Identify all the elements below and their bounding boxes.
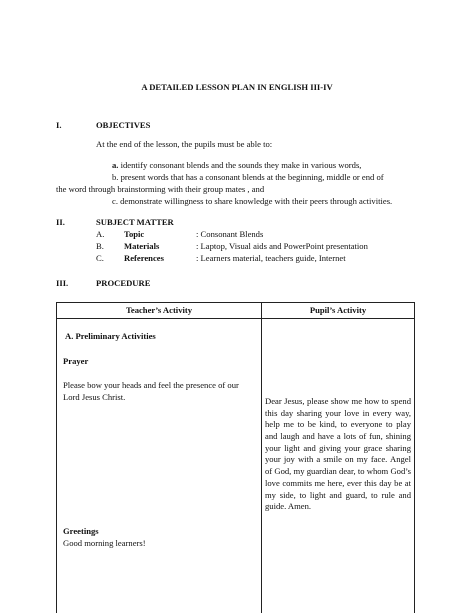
greetings-text: Good morning learners!: [63, 538, 146, 548]
pupil-prayer-text: Dear Jesus, please show me how to spend this day sharing your love in every way, help me to be kind, to everyone to play and laugh and have a lots of fun, shining your light and giving your grace sharing your joy with a smile on my face. Angel of God, my guardian dear, to whom God’s love commits me here, ever this day be at my side, to light and guard, to rule and guide. Amen.: [265, 396, 411, 512]
objective-a-marker: a.: [112, 160, 119, 170]
objectives-intro: At the end of the lesson, the pupils must be able to:: [96, 139, 273, 149]
subject-row-letter: C.: [96, 253, 104, 263]
document-title: A DETAILED LESSON PLAN IN ENGLISH III-IV: [141, 82, 333, 92]
subject-row-label: References: [124, 253, 164, 263]
subject-row-value: : Learners material, teachers guide, Internet: [196, 253, 346, 263]
pupil-activity-header: Pupil’s Activity: [309, 305, 367, 315]
prayer-heading: Prayer: [63, 356, 89, 366]
subject-row-letter: B.: [96, 241, 104, 251]
objective-a-text: identify consonant blends and the sounds they make in various words,: [120, 160, 362, 170]
subject-row-label: Topic: [124, 229, 145, 239]
greetings-heading: Greetings: [63, 526, 99, 536]
subject-row-value: : Consonant Blends: [196, 229, 264, 239]
activity-table: [56, 302, 415, 613]
objectives-numeral: I.: [56, 120, 62, 130]
prayer-instruction-line2: Lord Jesus Christ.: [63, 392, 126, 402]
objectives-heading: OBJECTIVES: [96, 120, 151, 130]
table-header-divider: [57, 318, 414, 319]
procedure-numeral: III.: [56, 278, 69, 288]
subject-row-label: Materials: [124, 241, 160, 251]
prayer-instruction-line1: Please bow your heads and feel the presence of our: [63, 380, 239, 390]
preliminary-activities-heading: A. Preliminary Activities: [65, 331, 156, 341]
objective-b-continued: the word through brainstorming with their group mates , and: [56, 184, 265, 194]
objective-a: [112, 160, 361, 170]
subject-matter-heading: SUBJECT MATTER: [96, 217, 174, 227]
subject-row-letter: A.: [96, 229, 105, 239]
table-column-divider: [261, 303, 262, 613]
teacher-activity-header: Teacher’s Activity: [125, 305, 193, 315]
objective-b: b. present words that has a consonant blends at the beginning, middle or end of: [112, 172, 384, 182]
objective-c: c. demonstrate willingness to share knowledge with their peers through activities.: [112, 196, 393, 206]
subject-matter-numeral: II.: [56, 217, 65, 227]
subject-row-value: : Laptop, Visual aids and PowerPoint presentation: [196, 241, 368, 251]
procedure-heading: PROCEDURE: [96, 278, 151, 288]
